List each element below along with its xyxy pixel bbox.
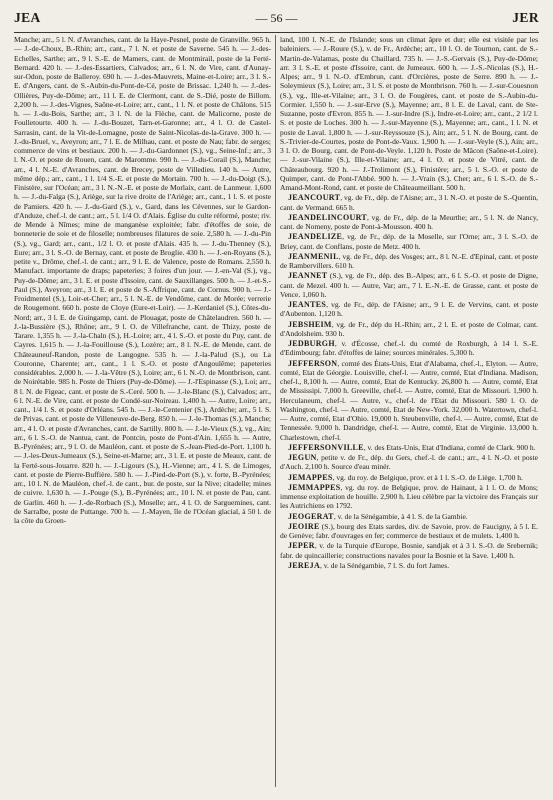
text-block: land, 100 l. N.-E. de l'Islande; sous un climat âpre et dur; elle est visitée par les baleiniers. — J.-Roure (S.), v. de Fr., Ardèche; arr., 10 l. O. de Tournon, cant. de S.-Martin-de-Valamas, poste du Chaillard. 735 h. — J.-S.-Gervais (S.), Puy-de-Dôme; arr. 3 l. S.-E. et poste d'Issoire, cant. de Jumeaux. 600 h. — J.-S.-Nicolas (S.), H.-Alpes; arr., 9 l. N.-O. d'Embrun, cant. d'Orcières, poste de Serre. 890 h. — J.-Soleymieux (S.), Loire; arr., 3 l. S. et poste de Montbrison. 760 h. — J.-sur-Couesnon (S.), vg., Ille-et-Vilaine; arr., 3 l. O. de Fougères, cant. et poste de S.-Aubin-du-Cormier. 1,550 h. — J.-sur-Erve (S.), Mayenne; arr., 8 l. E. de Laval, cant. de Ste-Suzanne, poste d'Evron. 855 h. — J.-sur-Indre (S.), Indre-et-Loire; arr., cant., 2 1/2 l. S. et poste de Loches. 300 h. — J.-sur-Mayenne (S.), Mayenne; arr., cant., 1 l. N. et poste de Laval. 1,800 h. — J.-sur-Reyssouze (S.), Ain; arr., 5 l. N. de Bourg, cant. de S.-Trivier-de-Courtes, poste de Pont-de-Vaux. 1,900 h. — J.-sur-Veyle (S.), Ain; arr., 3 l. O. de Bourg, cant. de Pont-de-Veyle. 1,120 h. Poste de Mâcon (Saône-et-Loire). — J.-sur-Vilaine (S.), Ille-et-Vilaine; arr., 4 l. O. et poste de Vitré, cant. de Châteaubourg. 920 h. — J.-Trolimont (S.), Finistère; arr., 5 l. S.-O. et poste de Quimper, cant. de Pont-l'Abbé. 900 h. — J.-Vrain (S.), Cher; arr., 6 l. S.-O. de S.-Amand-Mont-Rond, cant. et poste de Châteaumeillant. 500 h. — [280, 35, 538, 192]
entry-headword: JEDBURGH — [288, 339, 335, 348]
dictionary-entry — [280, 541, 538, 560]
entry-headword: JEANDELIZE — [288, 232, 343, 242]
dictionary-entry — [280, 453, 538, 472]
entry-text: , vg. du roy. de Belgique, prov. de Hainaut, à 1 l. O. de Mons; immense exploitation de houille. 2,900 h. Lieu célèbre par la victoire des Français sur les Autrichiens en 1792. — [280, 482, 538, 511]
running-head — [0, 10, 553, 28]
right-column — [280, 35, 538, 787]
entry-text: , vg. de Fr., dép. de la Moselle, sur l'Orne; arr., 3 l. S.-O. de Briey, cant. de Conflans, poste de Metz. 400 h. — [280, 232, 538, 251]
entry-headword: JEMMAPPES — [288, 482, 341, 492]
entry-headword: JEPER — [288, 541, 315, 551]
dictionary-entry — [280, 339, 538, 358]
column-divider — [275, 35, 276, 787]
running-head-right: JER — [512, 10, 539, 25]
dictionary-entry — [280, 232, 538, 251]
entry-headword: JEANDELINCOURT — [288, 212, 368, 222]
entry-headword: JEANTES — [288, 300, 327, 309]
header-rule — [14, 32, 539, 33]
dictionary-entry — [280, 320, 538, 339]
left-column — [14, 35, 271, 787]
entry-text: (S.), bourg des Etats sardes, div. de Savoie, prov. de Faucigny, à 5 l. E. de Genève; fabr. d'ouvrages en fer; commerce de bestiaux et de mulets. 1,400 h. — [280, 521, 538, 540]
entry-text: , vg. de Fr., dép. de l'Aisne; arr., 9 l. E. de Vervins, cant. et poste d'Aubenton. 1,120 h. — [280, 300, 538, 319]
entry-text: , v. de la Turquie d'Europe, Bosnie, sandjak et à 3 l. S.-O. de Srebernik; fabr. de quincaillerie; constructions navales pour la Bosnie et la Save. 1,400 h. — [280, 541, 538, 560]
dictionary-entry — [280, 522, 538, 541]
dictionary-entry — [280, 213, 538, 232]
entry-text: , v. de la Sénégambie, 7 l. S. du fort James. — [320, 560, 450, 570]
entry-text: , comté des États-Unis, Etat d'Alabama, chef.-l., Elyton. — Autre, comté, Etat de Géorgie. Louisville, chef-l. — Autre, comté, Etat d'Indiana. Madison, chef-l., 8,100 h. — Autre, comté, Etat de Kentucky. 26,800 h. — Autre, comté, Etat de Mississipi. 7,000 h. Greeville, chef-l. — Autre, comté, Etat de Missouri. 1,900 h. Herculaneum, chef-l. — Autre, v., chef-l. de l'Etat du Missouri. 580 l. O. de Washington, chef-l. — Autre, comté, Etat de New-York. 32,000 h. Watertown, chef-l. — Autre, comté, Etat d'Ohio. 19,000 h. Steubenville, chef-l. — Autre, comté, Etat de Tennessée. 9,000 h. Dandridge, chef-l. — Autre, comté, Etat de Virginie. 13,000 h. Charlestown, chef-l. — [280, 358, 538, 442]
text-block: Manche; arr., 5 l. N. d'Avranches, cant. de la Haye-Pesnel, poste de Granville. 965 h. — J.-de-Choux, B.-Rhin; arr., cant., 7 l. N. et poste de Saverne. 545 h. — J.-des-Echelles, Sarthe; arr., 9 l. S.-E. de Mamers, cant. de Montmirail, poste de la Ferté-Bernard. 420 h. — J.-des-Essartiers, Calvados; arr., 6 l. N. de Vire, cant. d'Aunay-sur-Odon, poste de Balleroy. 690 h. — J.-des-Mauvrets, Maine-et-Loire; arr., 3 l. S.-E. d'Angers, cant. de S.-Aubin-du-Pont-de-Cé, poste de Brissac. 1,240 h. — J.-des-Ollières, Puy-de-Dôme; arr., 11 l. E. de Clermont, cant. de S.-Dié, poste de Billom. 2,200 h. — J.-des-Vignes, Saône-et-Loire; arr., cant., 1 l. N. et poste de Châlons. 515 h. — J.-du-Bois, Sarthe; arr., 3 l. N. de la Flèche, cant. de Malicorne, poste de Foulletourte. 400 h. — J.-du-Bouzet, Tarn-et-Garonne; arr., 4 l. O. de Castel-Sarrasin, cant. de la Vit-de-Lomagne, poste de Saint-Nicolas-de-la-Grave. 300 h. — J.-du-Bruel, v., Aveyron; arr., 7 l. E. de Milhau, cant. et poste de Nau; fabr. de serges; commerce de vins et bestiaux. 200 h. — J.-du-Gardonnet (S.), vg., Seine-Inf.; arr., 3 l. N.-O. et poste de Rouen, cant. de Maromme. 990 h. — J.-du-Corail (S.), Manche; arr., 4 l. N.-E. d'Avranches, cant. de Brecey, poste de Villedieu. 140 h. — Autre, même dép.; arr., cant., 1 l. 1/4 S.-E. et poste de Mortain. 700 h. — J.-du-Doigt (S.), Finistère, sur l'Océan; arr., 3 l. N.-N.-E. et poste de Morlaix, cant. de Lanmeur. 1,600 h. — J.-du-Falga (S.), Ariège, sur la rive droite de l'Ariège; arr., cant., 1 l. S. et poste de Pamiers. 420 h. — J.-du-Gard (S.), v., Gard, dans les Cévennes, sur le Gardon-d'Anduze, chef.-l. de cant.; arr., 5 l. 1/4 O. d'Alais. Église du culte réformé, poste; riv. de Mende à Nîmes; mine de manganèse exploitée; fabr. d'étoffes de soie, de bonneterie de soie et de filoselle; nombreuses filatures de soie. 2,580 h. — J.-du-Pin (S.), vg., Gard; arr., cant., 1/2 l. O. et poste d'Alais. 435 h. — J.-du-Thenney (S.), Eure; arr., 3 l. S.-O. de Bernay, cant. et poste de Broglie. 430 h. — J.-en-Royans (S.), petite v., Drôme, chef.-l. de cant.; arr., 9 l. E. de Valence, poste de Romans. 2,550 h. Manufact. importante de draps; papeteries; 3 foires d'un jour. — J.-en-Val (S.), vg., Puy-de-Dôme; arr., 3 l. E. et poste d'Issoire, cant. de Sauxillanges. 500 h. — J.-et-S.-Paul (S.), Aveyron; arr., 3 l. E. et poste de S.-Affrique, cant. de Cornus. 900 h. — J.-Froidmentel (S.), Loir-et-Cher; arr., 5 l. N.-E. de Vendôme, cant. de Morée; verrerie de Rougemont. 660 h. poste de Cloye (Eure-et-Loir). — J.-Kerdaniel (S.), Côtes-du-Nord; arr., 3 l. E. de Guingamp, cant. de Plouagat, poste de Châtelaudren. 560 h. — J.-la-Bussière (S.), Rhône; arr., 9 l. O. de Villefranche, cant. de Thizy, poste de Tarare. 1,355 h. — J.-la-Chaln (S.), H.-Loire; arr., 4 l. S.-O. et poste du Puy, cant. de Cayres. 1,615 h. — J.-la-Fouillouse (S.), Lozère; arr., 8 l. N.-E. de Mende, cant. de Châteauneuf-Randon, poste de Langogne. 535 h. — J.-la-Palud (S.), ou La Couronne, Charente; arr., cant., 1 l. S.-O. et poste d'Angoulême; papeteries considérables. 2,000 h. — J.-la-Vêtre (S.), Loire; arr., 6 l. N.-O. de Montbrison, cant. de Noirétable. 985 h. Poste de Thiers (Puy-de-Dôme). — J.-l'Espinasse (S.), Loi; arr., 8 l. N. de Figeac, cant. et poste de S.-Ceré. 500 h. — J.-le-Blanc (S.), Calvados; arr., 6 l. N.-E. de Vire, cant. et poste de Condé-sur-Noireau. 1,400 h. — Autre, Loire; arr., cant., 1/4 l. S. et poste d'Orléans. 545 h. — J.-le-Centenier (S.), Ardèche; arr., 5 l. S. de Privas, cant. et poste de Villeneuve-de-Berg. 850 h. — J.-le-Thomas (S.), Manche; arr., 4 l. O. et poste d'Avranches, cant. de Sartilly. 800 h. — J.-le-Vieux (S.), vg., Ain; arr., 6 l. S.-O. de Nantua, cant. de Pontcin, poste de Pont-d'Ain. 1,655 h. — Autre, B.-Pyrénées; arr., 9 l. O. de Mauléon, cant. et poste de S.-Jean-Pied-de-Port. 1,100 h. — J.-les-Deux-Jumeaux (S.), Seine-et-Marne; arr., 3 l. E. et poste de Meaux, cant. de la Ferté-sous-Jouarre. 820 h. — J.-Ligours (S.), H.-Vienne; arr., 4 l. S. de Limoges, cant. et poste de Pierre-Buffière. 580 h. — J.-Pied-de-Port (S.), v. forte, B.-Pyrénées; arr., 10 l. N. de Mauléon, chef.-l. de cant., bur. de poste, sur la Nive; citadelle; mines de cuivre. 1,630 h. — J.-Pouge (S.), B.-Pyrénées; arr., 10 l. N. et poste de Pau, cant. de Garlin. 460 h. — J.-de-Rorbach (S.), Moselle; arr., 4 l. O. de Sarguemines, cant. de Sarralbe, poste de Puttange. 700 h. — J.-Mayen, île de l'Océan glacial, à 50 l. de la côte du Groen- — [14, 35, 271, 525]
entry-headword: JEREJA — [288, 560, 321, 570]
dictionary-entry — [280, 561, 538, 570]
dictionary-entry — [280, 300, 538, 319]
dictionary-entry — [280, 512, 538, 521]
dictionary-entry — [280, 193, 538, 212]
entry-headword: JEFFERSONVILLE — [288, 442, 364, 452]
dictionary-entry — [280, 252, 538, 271]
entry-text: , vg. de Fr., dép. des Vosges; arr., 8 l. N.-E. d'Epinal, cant. et poste de Rambervillers. 610 h. — [280, 251, 538, 270]
entry-headword: JEANMENIL — [288, 251, 339, 261]
dictionary-entry — [280, 443, 538, 452]
entry-headword: JEFFERSON — [288, 358, 338, 368]
dictionary-entry — [280, 271, 538, 299]
entry-text: , vg. de Fr., dép. de la Meurthe; arr., 5 l. N. de Nancy, cant. de Nomeny, poste de Pont-à-Mousson. 400 h. — [280, 212, 538, 231]
running-head-left: JEA — [14, 10, 41, 25]
entry-text: , vg. de Fr., dép du H.-Rhin; arr., 2 l. E. et poste de Colmar, cant. d'Andolsheim. 930 h. — [280, 319, 538, 338]
entry-headword: JEGUN — [288, 453, 317, 462]
entry-headword: JEOGERAT — [288, 511, 334, 521]
entry-text: , vg. du roy. de Belgique, prov. et à 1 l. S.-O. de Liège. 1,700 h. — [332, 472, 523, 482]
entry-text: , petite v. de Fr., dép. du Gers, chef.-l. de cant.; arr., 4 l. N.-O. et poste d'Auch. 2,100 h. Source d'eau minér. — [280, 453, 538, 472]
page-number: — 56 — — [255, 11, 298, 25]
entry-headword: JEBSHEIM — [288, 319, 332, 329]
entry-headword: JEMAPPES — [288, 472, 333, 482]
dictionary-entry — [280, 473, 538, 482]
entry-text: (S.), vg. de Fr., dép. des B.-Alpes; arr., 6 l. S.-O. et poste de Digne, cant. de Mezel. 400 h. — Autre, Var; arr., 7 l. E.-N.-E. de Grasse, cant. et poste de Vence. 1,060 h. — [280, 271, 538, 299]
entry-headword: JEOIRE — [288, 521, 320, 531]
entry-text: , v. de la Sénégambie, à 4 l. S. de la Gambie. — [333, 511, 468, 521]
entry-text: , v. d'Écosse, chef.-l. du comté de Roxburgh, à 14 l. S.-E. d'Edimbourg; fabr. d'étoffes de laine; sources minérales. 5,300 h. — [280, 339, 538, 358]
entry-headword: JEANNET — [288, 271, 328, 281]
dictionary-entry — [280, 359, 538, 442]
entry-text: , vg. de Fr., dép. de l'Aisne; arr., 3 l. N.-O. et poste de S.-Quentin, cant. de Vermand. 665 h. — [280, 193, 538, 212]
dictionary-entry — [280, 483, 538, 511]
entry-text: , v. des Etats-Unis, Etat d'Indiana, comté de Clark. 900 h. — [363, 442, 536, 452]
entry-headword: JEANCOURT — [288, 193, 341, 203]
